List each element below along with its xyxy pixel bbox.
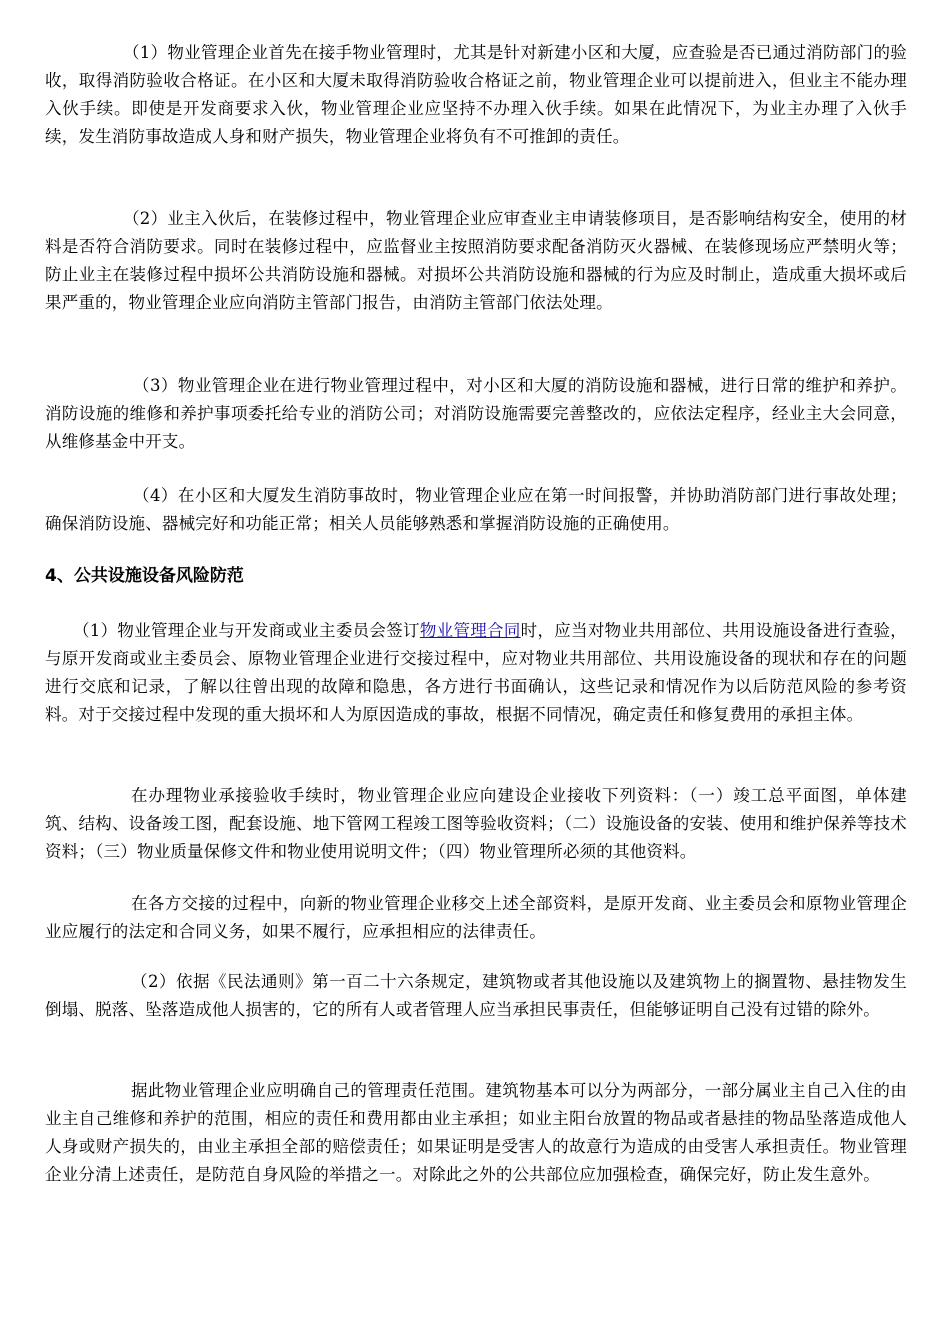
paragraph-handover-inspection [45, 617, 907, 729]
paragraph-acceptance-documents: 在办理物业承接验收手续时，物业管理企业应向建设企业接收下列资料：（一）竣工总平面图，单体建筑、结构、设备竣工图，配套设施、地下管网工程竣工图等验收资料；（二）设施设备的安装、使用和维护保养等技术资料；（三）物业质量保修文件和物业使用说明文件；（四）物业管理所必须的其他资料。 [45, 786, 907, 861]
paragraph-fire-acceptance: （1）物业管理企业首先在接手物业管理时，尤其是针对新建小区和大厦，应查验是否已通过消防部门的验收，取得消防验收合格证。在小区和大厦未取得消防验收合格证之前，物业管理企业可以提前进入，但业主不能办理入伙手续。即使是开发商要求入伙，物业管理企业应坚持不办理入伙手续。如果在此情况下，为业主办理了入伙手续，发生消防事故造成人身和财产损失，物业管理企业将负有不可推卸的责任。 [45, 43, 907, 146]
property-management-contract-link[interactable]: 物业管理合同 [419, 621, 521, 640]
paragraph-fire-accident: （4）在小区和大厦发生消防事故时，物业管理企业应在第一时间报警，并协助消防部门进行事故处理；确保消防设施、器械完好和功能正常；相关人员能够熟悉和掌握消防设施的正确使用。 [45, 486, 907, 533]
paragraph-civil-law-liability: （2）依据《民法通则》第一百二十六条规定，建筑物或者其他设施以及建筑物上的搁置物、悬挂物发生倒塌、脱落、坠落造成他人损害的，它的所有人或者管理人应当承担民事责任，但能够证明自己没有过错的除外。 [45, 972, 907, 1019]
paragraph-renovation-supervision: （2）业主入伙后，在装修过程中，物业管理企业应审查业主申请装修项目，是否影响结构安全，使用的材料是否符合消防要求。同时在装修过程中，应监督业主按照消防要求配备消防灭火器械、在装修现场应严禁明火等；防止业主在装修过程中损坏公共消防设施和器械。对损坏公共消防设施和器械的行为应及时制止，造成重大损坏或后果严重的，物业管理企业应向消防主管部门报告，由消防主管部门依法处理。 [45, 209, 907, 312]
paragraph-document-transfer: 在各方交接的过程中，向新的物业管理企业移交上述全部资料，是原开发商、业主委员会和原物业管理企业应履行的法定和合同义务，如果不履行，应承担相应的法律责任。 [45, 894, 907, 941]
paragraph-daily-maintenance: （3）物业管理企业在进行物业管理过程中，对小区和大厦的消防设施和器械，进行日常的维护和养护。消防设施的维修和养护事项委托给专业的消防公司；对消防设施需要完善整改的，应依法定程序，经业主大会同意，从维修基金中开支。 [45, 376, 907, 451]
paragraph-responsibility-scope: 据此物业管理企业应明确自己的管理责任范围。建筑物基本可以分为两部分，一部分属业主自己入住的由业主自己维修和养护的范围，相应的责任和费用都由业主承担；如业主阳台放置的物品或者悬挂的物品坠落造成他人人身或财产损失的，由业主承担全部的赔偿责任；如果证明是受害人的故意行为造成的由受害人承担责任。物业管理企业分清上述责任，是防范自身风险的举措之一。对除此之外的公共部位应加强检查，确保完好，防止发生意外。 [45, 1081, 907, 1184]
paragraph-handover-text-before: （1）物业管理企业与开发商或业主委员会签订 [73, 621, 420, 640]
section-heading-public-facilities: 4、公共设施设备风险防范 [45, 566, 244, 586]
paragraph-handover-text-after: 时，应当对物业共用部位、共用设施设备进行查验，与原开发商或业主委员会、原物业管理企业进行交接过程中，应对物业共用部位、共用设施设备的现状和存在的问题进行交底和记录，了解以往曾出现的故障和隐患，各方进行书面确认，这些记录和情况作为以后防范风险的参考资料。对于交接过程中发现的重大损坏和人为原因造成的事故，根据不同情况，确定责任和修复费用的承担主体。 [45, 621, 907, 724]
